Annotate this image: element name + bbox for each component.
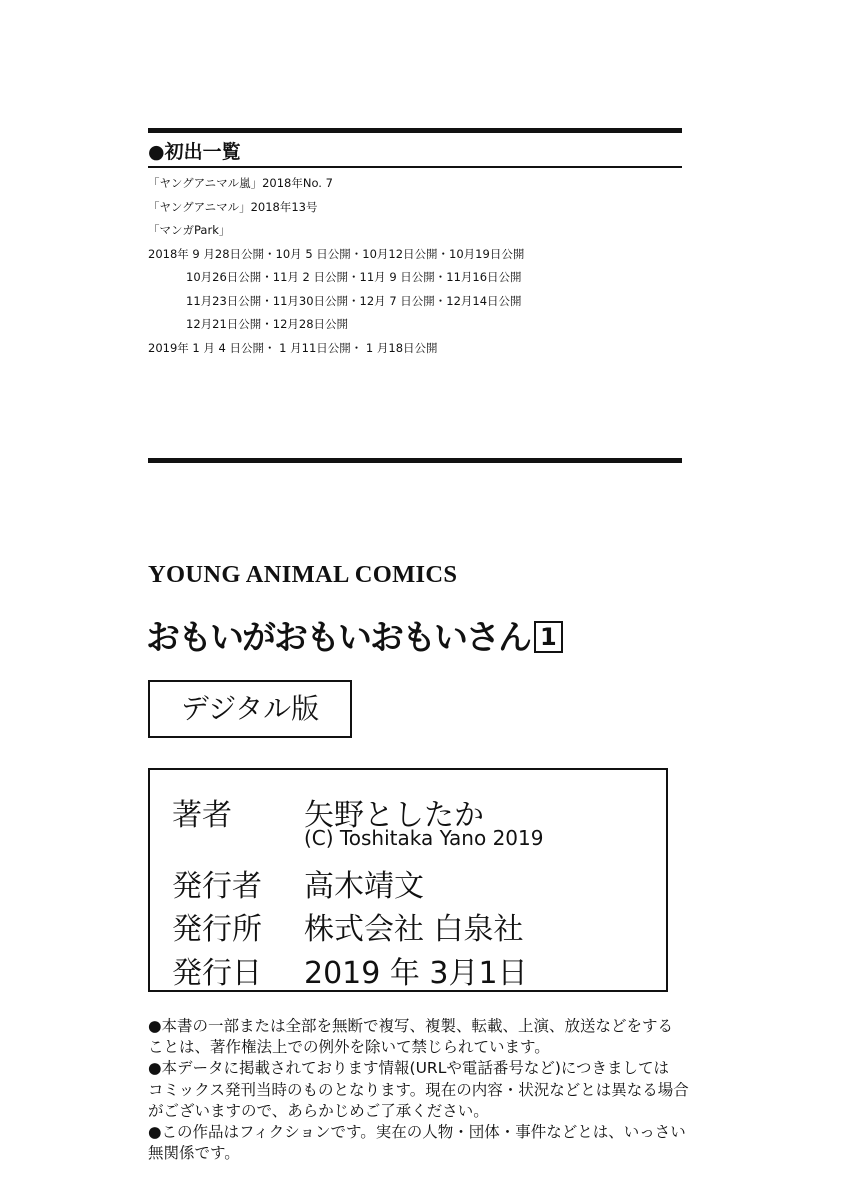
date-row bbox=[172, 948, 528, 992]
heading-rule bbox=[148, 166, 682, 168]
list-item: 11月23日公開・11月30日公開・12月 7 日公開・12月14日公開 bbox=[186, 293, 522, 308]
first-appearance-list bbox=[148, 172, 524, 360]
note-line: ●本書の一部または全部を無断で複写、複製、転載、上演、放送などをする bbox=[148, 1017, 674, 1035]
note-line: ●本データに掲載されております情報(URLや電話番号など)につきましては bbox=[148, 1059, 670, 1078]
bottom-rule bbox=[148, 458, 682, 463]
date-label: 発行日 bbox=[172, 956, 262, 991]
publisher-person-value: 高木靖文 bbox=[304, 869, 424, 904]
list-item: 10月26日公開・11月 2 日公開・11月 9 日公開・11月16日公開 bbox=[186, 270, 522, 284]
publisher-row bbox=[172, 904, 524, 948]
publisher-person-row bbox=[172, 861, 424, 905]
publisher-value: 株式会社 白泉社 bbox=[304, 912, 524, 947]
publisher-label: 発行所 bbox=[172, 912, 262, 947]
list-item: 2019年 1 月 4 日公開・ 1 月11日公開・ 1 月18日公開 bbox=[148, 340, 438, 355]
title-text: おもいがおもいおもいさん bbox=[146, 618, 530, 658]
list-item: 「ヤングアニマル」2018年13号 bbox=[148, 199, 318, 214]
list-item: 12月21日公開・12月28日公開 bbox=[186, 317, 349, 331]
note-line: がございますので、あらかじめご了承ください。 bbox=[148, 1101, 489, 1120]
legal-notes bbox=[148, 1016, 689, 1164]
top-rule bbox=[148, 128, 682, 133]
note-line: コミックス発刊当時のものとなります。現在の内容・状況などとは異なる場合 bbox=[148, 1080, 689, 1099]
volume-number: 1 bbox=[534, 621, 563, 653]
first-appearance-heading: ●初出一覧 bbox=[148, 141, 241, 163]
note-line: ●この作品はフィクションです。実在の人物・団体・事件などとは、いっさい bbox=[148, 1123, 686, 1142]
colophon-box bbox=[148, 768, 668, 992]
author-value: 矢野としたか bbox=[304, 798, 484, 833]
list-item: 「ヤングアニマル嵐」2018年No. 7 bbox=[148, 176, 333, 190]
list-item: 2018年 9 月28日公開・10月 5 日公開・10月12日公開・10月19日公開 bbox=[148, 246, 525, 261]
edition-box: デジタル版 bbox=[148, 680, 352, 738]
series-name: YOUNG ANIMAL COMICS bbox=[148, 561, 458, 588]
note-line: ことは、著作権法上での例外を除いて禁じられています。 bbox=[148, 1038, 550, 1057]
note-line: 無関係です。 bbox=[148, 1144, 240, 1163]
copyright: (C) Toshitaka Yano 2019 bbox=[304, 826, 544, 850]
list-item: 「マンガPark」 bbox=[148, 223, 231, 237]
date-value: 2019 年 3月1日 bbox=[304, 956, 528, 991]
publisher-person-label: 発行者 bbox=[172, 869, 262, 904]
author-label: 著者 bbox=[172, 798, 232, 833]
book-title bbox=[146, 610, 563, 659]
